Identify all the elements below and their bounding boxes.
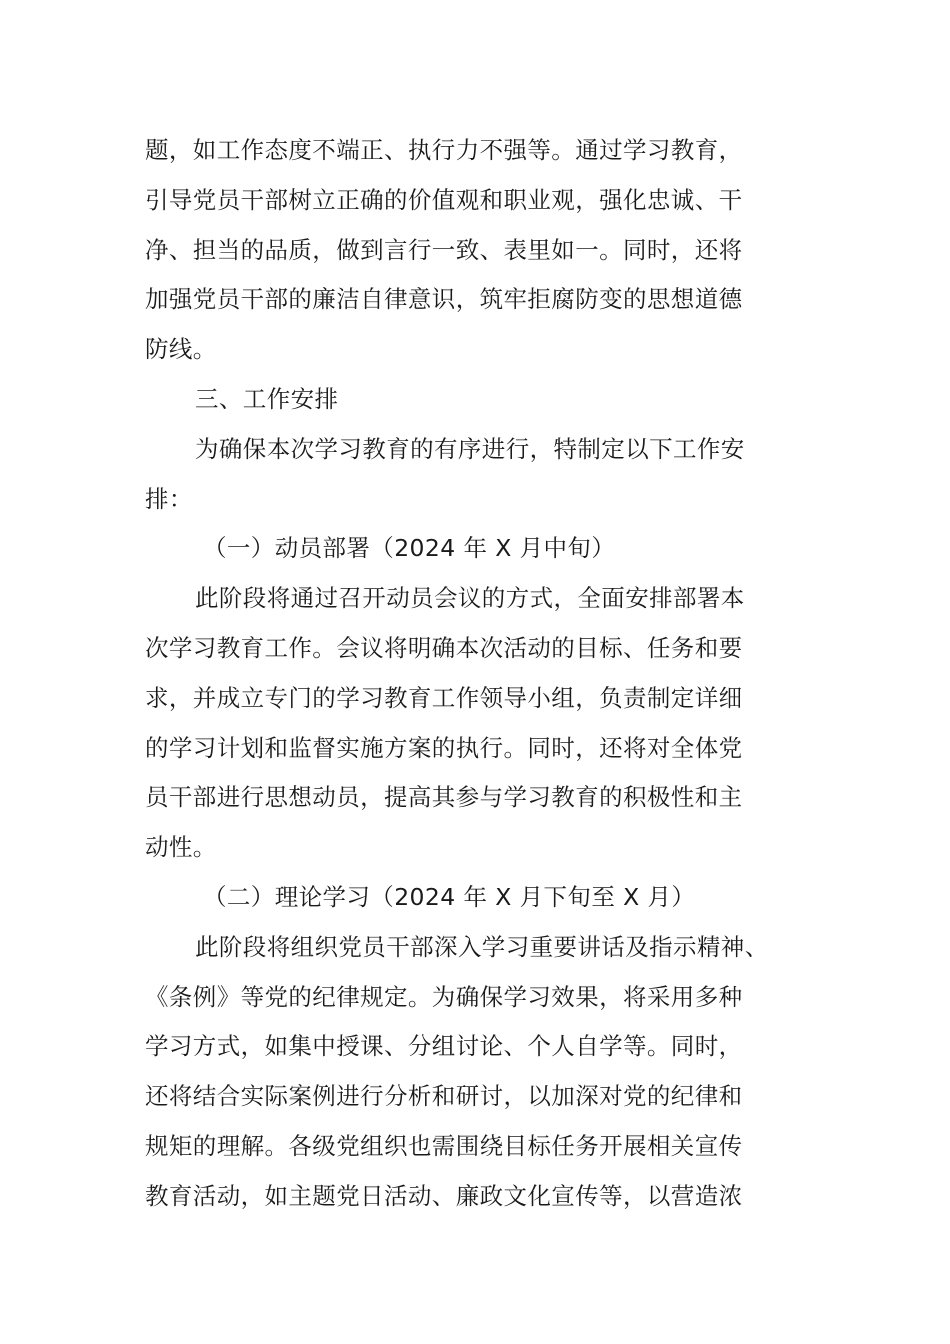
text-line: 次学习教育工作。会议将明确本次活动的目标、任务和要 [145,633,743,662]
text-line: 为确保本次学习教育的有序进行，特制定以下工作安 [195,434,745,463]
text-line: 动性。 [145,833,217,862]
text-line: 题，如工作态度不端正、执行力不强等。通过学习教育， [145,136,743,164]
text-line: 规矩的理解。各级党组织也需围绕目标任务开展相关宣传 [145,1131,743,1160]
text-line: 的学习计划和监督实施方案的执行。同时，还将对全体党 [145,733,743,762]
text-line: 加强党员干部的廉洁自律意识，筑牢拒腐防变的思想道德 [145,285,743,314]
text-line: 《条例》等党的纪律规定。为确保学习效果，将采用多种 [145,982,743,1011]
text-line: 求，并成立专门的学习教育工作领导小组，负责制定详细 [145,683,743,712]
text-line: 还将结合实际案例进行分析和研讨，以加深对党的纪律和 [145,1082,743,1111]
text-line: 防线。 [145,335,217,364]
section-heading: 三、工作安排 [195,384,339,413]
document-body [145,126,825,1222]
subsection-heading: （一）动员部署（2024 年 X 月中旬） [203,534,616,563]
text-line: 此阶段将组织党员干部深入学习重要讲话及指示精神、 [195,932,769,961]
text-line: 教育活动，如主题党日活动、廉政文化宣传等，以营造浓 [145,1181,743,1210]
text-line: 此阶段将通过召开动员会议的方式，全面安排部署本 [195,584,745,613]
text-line: 净、担当的品质，做到言行一致、表里如一。同时，还将 [145,235,743,264]
subsection-heading: （二）理论学习（2024 年 X 月下旬至 X 月） [203,882,696,911]
text-line: 引导党员干部树立正确的价值观和职业观，强化忠诚、干 [145,185,743,214]
text-line: 排： [145,484,193,513]
text-line: 学习方式，如集中授课、分组讨论、个人自学等。同时， [145,1032,743,1061]
text-line: 员干部进行思想动员，提高其参与学习教育的积极性和主 [145,783,743,812]
